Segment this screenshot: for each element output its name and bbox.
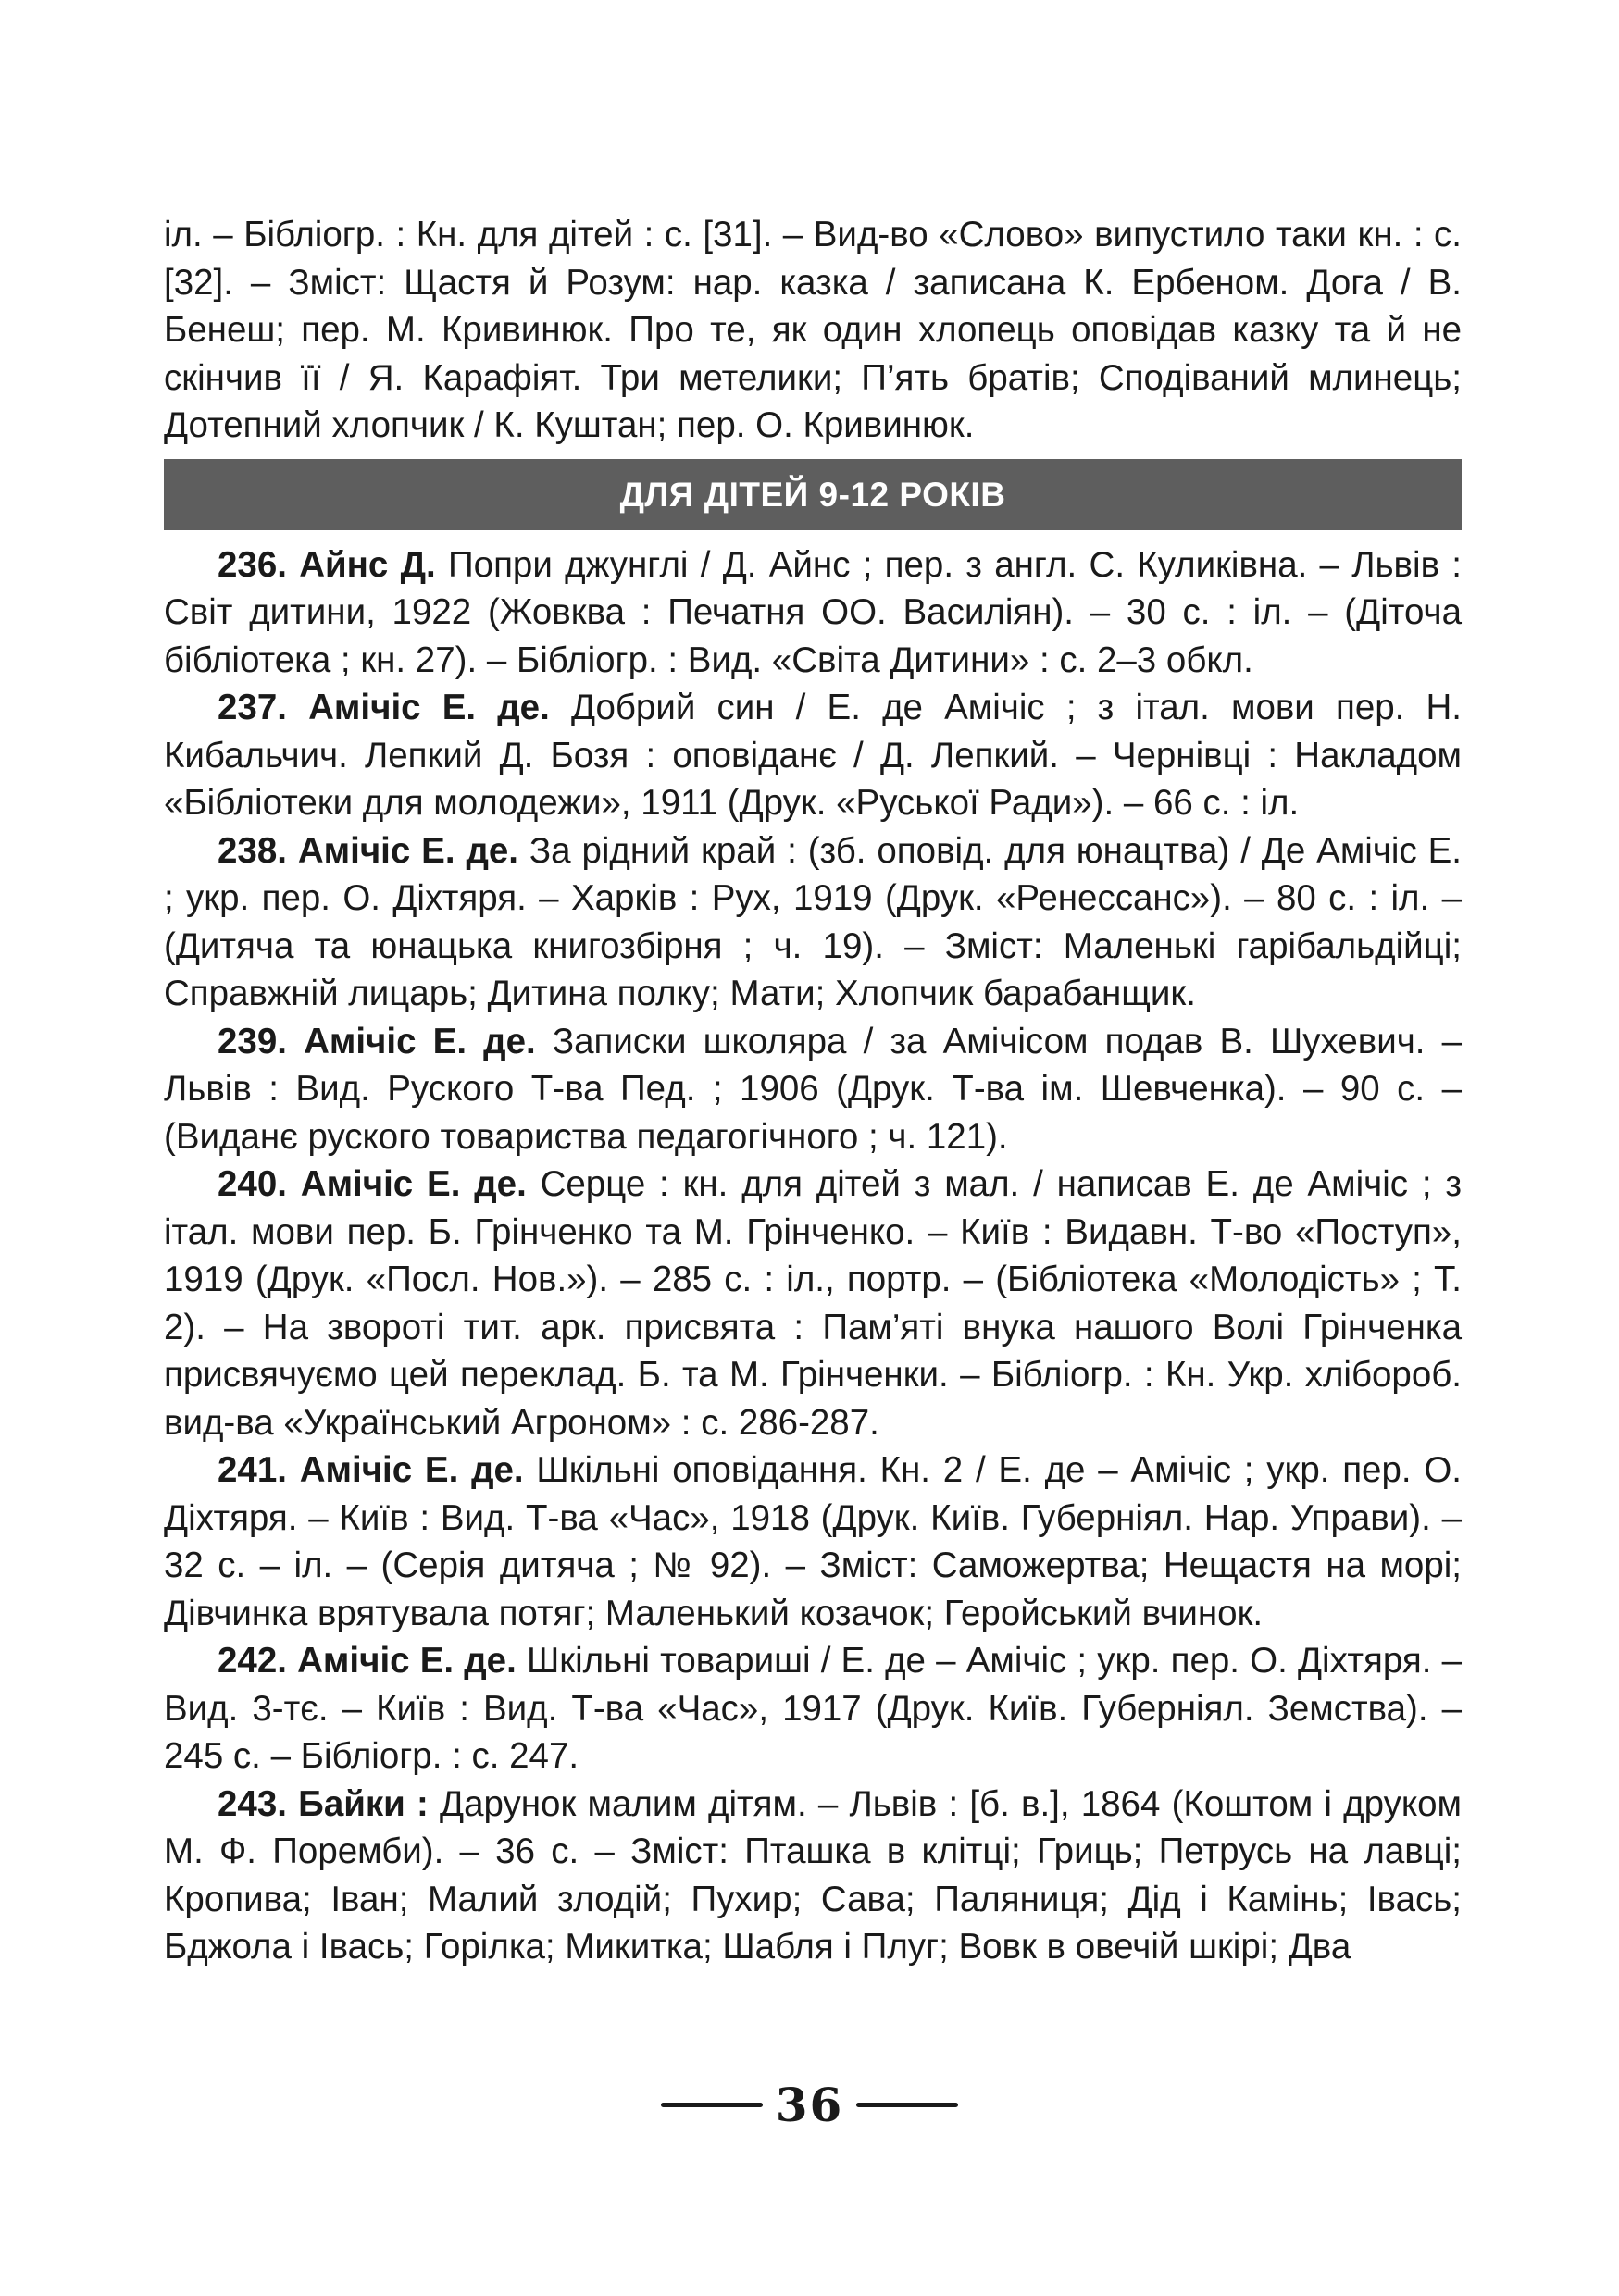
entry-number: 238. — [218, 830, 287, 871]
entry-236 — [164, 541, 1462, 685]
entry-text: Добрий син / Е. де Амічіс ; з італ. мови пер. Н. Кибальчич. Лепкий Д. Бозя : оповіданє / Д. Лепкий. – Чернівці : Накладом «Бібліотеки для молодежи», 1911 (Друк. «Руської Ради»). – 66 с. : іл. — [164, 688, 1462, 823]
entry-237 — [164, 684, 1462, 827]
entry-239 — [164, 1018, 1462, 1161]
entry-author: Амічіс Е. де. — [299, 1450, 524, 1490]
entry-text: Дарунок малим дітям. – Львів : [б. в.], 1864 (Коштом і друком М. Ф. Поремби). – 36 с. – Зміст: Пташка в клітці; Гриць; Петрусь на лавці; Кропива; Іван; Малий злодій; Пухир; Сава; Паляниця; Дід і Камінь; Івась; Бджола і Івась; Горілка; Микитка; Шабля і Плуг; Вовк в овечій шкірі; Два — [164, 1783, 1462, 1967]
entry-author: Айнс Д. — [299, 544, 436, 585]
page-footer — [0, 2078, 1619, 2132]
entry-text: Попри джунглі / Д. Айнс ; пер. з англ. С. Куликівна. – Львів : Світ дитини, 1922 (Жовква : Печатня ОО. Василіян). – 30 с. : іл. – (Діточа бібліотека ; кн. 27). – Бібліогр. : Вид. «Світа Дитини» : с. 2–3 обкл. — [164, 544, 1462, 680]
entry-author: Амічіс Е. де. — [308, 688, 550, 727]
page-body — [164, 211, 1462, 1971]
entry-240 — [164, 1160, 1462, 1446]
entry-238 — [164, 827, 1462, 1018]
entry-author: Амічіс Е. де. — [297, 830, 518, 871]
entry-text: Записки школяра / за Амічісом подав В. Шухевич. – Львів : Вид. Руского Т-ва Пед. ; 1906 (Друк. Т-ва ім. Шевченка). – 90 с. – (Виданє руского товариства педагогічного ; ч. 121). — [164, 1021, 1462, 1157]
footer-rule-right — [856, 2103, 958, 2107]
entry-author: Амічіс Е. де. — [304, 1021, 536, 1061]
entry-243 — [164, 1781, 1462, 1971]
entry-number: 237. — [218, 688, 287, 727]
page-number: 36 — [775, 2078, 844, 2132]
entry-text: За рідний край : (зб. оповід. для юнацтва) / Де Амічіс Е. ; укр. пер. О. Діхтяря. – Харків : Рух, 1919 (Друк. «Ренессанс»). – 80 с. : іл. – (Дитяча та юнацька книгозбірня ; ч. 19). – Зміст: Маленькі гарібальдійці; Справжній лицарь; Дитина полку; Мати; Хлопчик барабанщик. — [164, 830, 1462, 1013]
entry-number: 241. — [218, 1450, 287, 1490]
intro-paragraph: іл. – Бібліогр. : Кн. для дітей : с. [31]. – Вид-во «Слово» випустило таки кн. : с. [32]. – Зміст: Щастя й Розум: нар. казка / записана К. Ербеном. Дога / В. Бенеш; пер. М. Кривинюк. Про те, як один хлопець оповідав казку та й не скінчив її / Я. Карафіят. Три метелики; П’ять братів; Сподіваний млинець; Дотепний хлопчик / К. Куштан; пер. О. Кривинюк. — [164, 215, 1462, 445]
entry-242 — [164, 1637, 1462, 1781]
entry-text: Серце : кн. для дітей з мал. / написав Е. де Амічіс ; з італ. мови пер. Б. Грінченко та М. Грінченко. – Київ : Видавн. Т-во «Поступ», 1919 (Друк. «Посл. Нов.»). – 285 с. : іл., портр. – (Бібліотека «Молодість» ; Т. 2). – На звороті тит. арк. присвята : Пам’яті внука нашого Волі Грінченка присвячуємо цей переклад. Б. та М. Грінченки. – Бібліогр. : Кн. Укр. хлібороб. вид-ва «Український Агроном» : с. 286-287. — [164, 1164, 1462, 1443]
entry-number: 243. — [218, 1783, 287, 1824]
entry-text: Шкільні товариші / Е. де – Амічіс ; укр. пер. О. Діхтяря. – Вид. 3-тє. – Київ : Вид. Т-ва «Час», 1917 (Друк. Київ. Губерніял. Земства). – 245 с. – Бібліогр. : с. 247. — [164, 1641, 1462, 1776]
entry-number: 236. — [218, 544, 287, 585]
entry-author: Амічіс Е. де. — [297, 1641, 517, 1681]
entry-list — [164, 541, 1462, 1971]
entry-number: 242. — [218, 1641, 287, 1681]
entry-author: Амічіс Е. де. — [300, 1164, 527, 1204]
entry-number: 239. — [218, 1021, 287, 1061]
entry-author: Байки : — [298, 1783, 429, 1824]
entry-241 — [164, 1446, 1462, 1637]
footer-rule-left — [661, 2103, 763, 2107]
section-heading: ДЛЯ ДІТЕЙ 9-12 РОКІВ — [164, 459, 1462, 530]
entry-number: 240. — [218, 1164, 287, 1204]
entry-text: Шкільні оповідання. Кн. 2 / Е. де – Амічіс ; укр. пер. О. Діхтяря. – Київ : Вид. Т-ва «Час», 1918 (Друк. Київ. Губерніял. Нар. Управи). – 32 с. – іл. – (Серія дитяча ; № 92). – Зміст: Саможертва; Нещастя на морі; Дівчинка врятувала потяг; Маленький козачок; Геройський вчинок. — [164, 1450, 1462, 1633]
